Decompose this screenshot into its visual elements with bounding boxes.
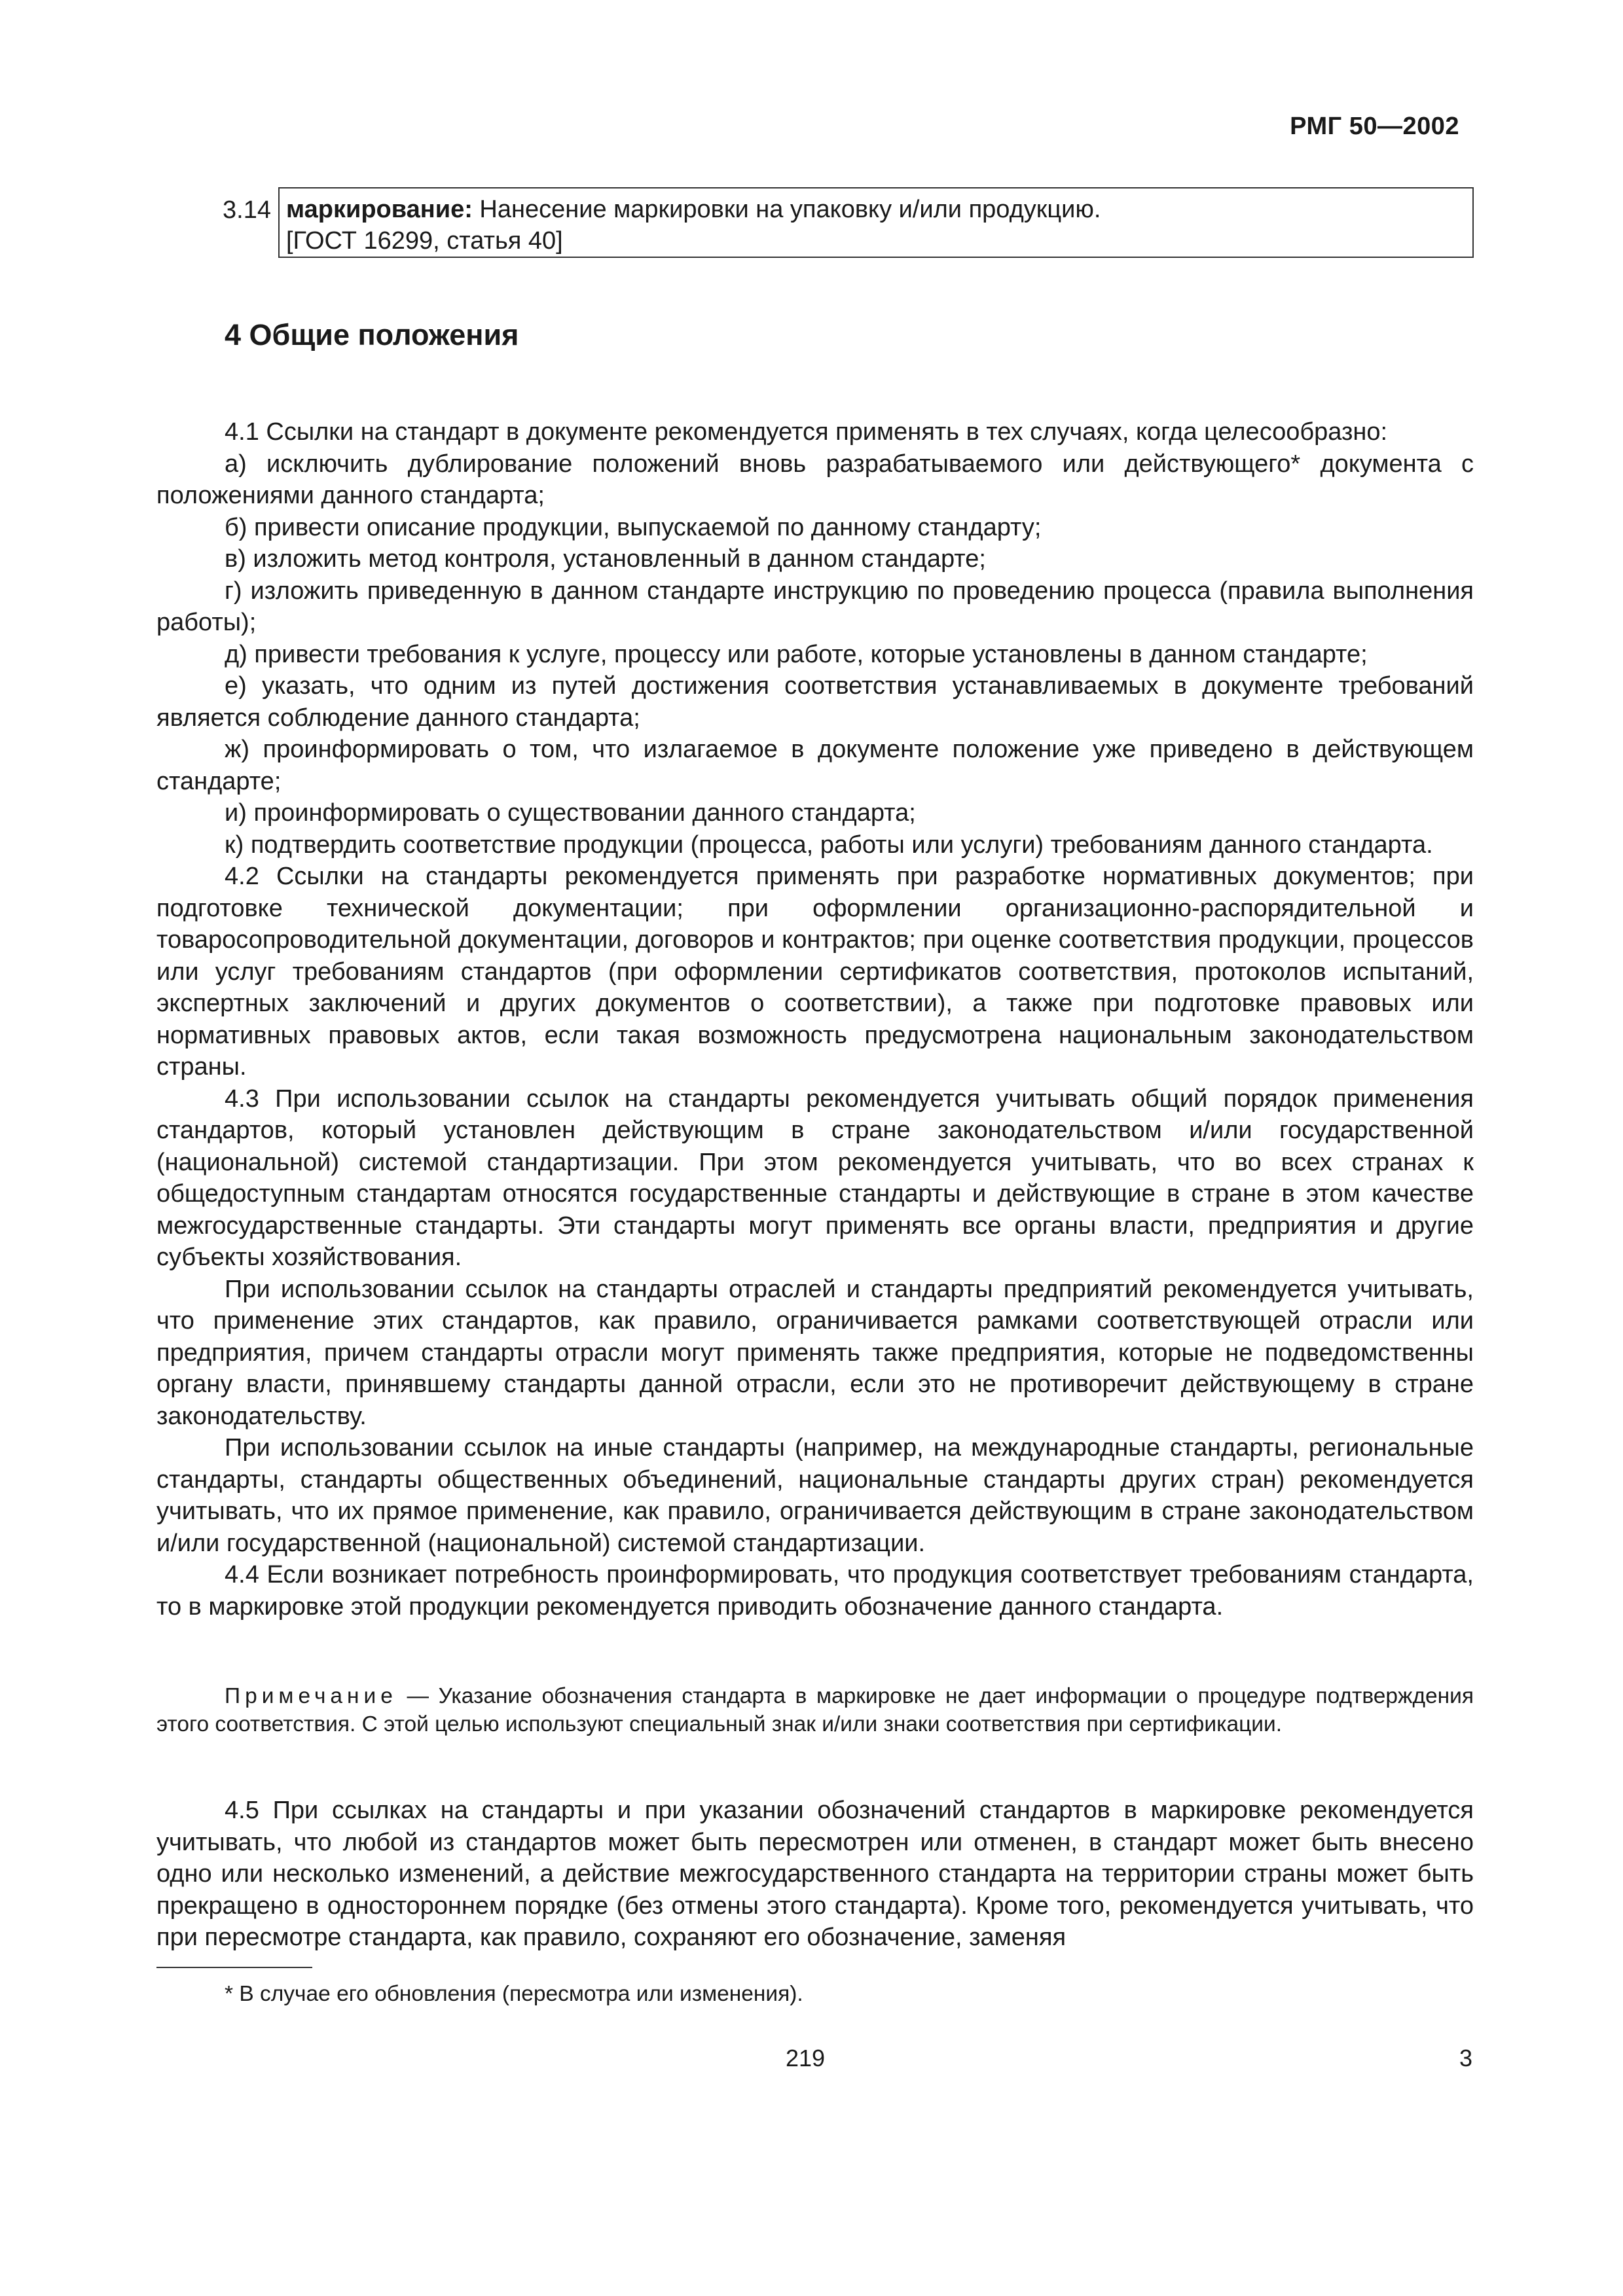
term-source: [ГОСТ 16299, статья 40]: [286, 227, 563, 255]
paragraph-4-3-other: При использовании ссылок на иные стандарты (например, на международные стандарты, региональные стандарты, стандарты общественных объединений, национальные стандарты других стран) рекомендуется учитывать, что их прямое применение, как правило, ограничивается действующим в стране законодательством и/или государственной (национальной) системой стандартизации.: [156, 1434, 1474, 1557]
term-definition-line: [286, 194, 1472, 225]
page-number-right: 3: [1459, 2045, 1472, 2072]
body-text-continued: [156, 1795, 1474, 1954]
body-text: [156, 416, 1474, 1623]
paragraph-4-1: 4.1 Ссылки на стандарт в документе рекомендуется применять в тех случаях, когда целесообразно:: [225, 418, 1388, 446]
list-item-b: б) привести описание продукции, выпускаемой по данному стандарту;: [225, 513, 1042, 541]
term-definition: Нанесение маркировки на упаковку и/или продукцию.: [472, 196, 1101, 223]
paragraph-4-2: 4.2 Ссылки на стандарты рекомендуется применять при разработке нормативных документов; при подготовке технической документации; при оформлении организационно-распорядительной и товаросопроводительной документации, договоров и контрактов; при оценке соответствия продукции, процессов или услуг требованиям стандартов (при оформлении сертификатов соответствия, протоколов испытаний, экспертных заключений и других документов о соответствии), а также при подготовке правовых или нормативных правовых актов, если такая возможность предусмотрена национальным законодательством страны.: [156, 863, 1474, 1081]
paragraph-4-3: 4.3 При использовании ссылок на стандарты рекомендуется учитывать общий порядок применения стандартов, который установлен действующим в стране законодательством и/или государственной (национальной) системой стандартизации. При этом рекомендуется учитывать, что во всех странах к общедоступным стандартам относятся государственные стандарты и действующие в стране в этом качестве межгосударственные стандарты. Эти стандарты могут применять все органы власти, предприятия и другие субъекты хозяйствования.: [156, 1085, 1474, 1271]
term-definition-box: [278, 187, 1474, 258]
list-item-i: и) проинформировать о существовании данного стандарта;: [225, 799, 916, 827]
footnote-divider: [156, 1967, 312, 1968]
list-item-v: в) изложить метод контроля, установленный в данном стандарте;: [225, 545, 986, 573]
note-label: Примечание: [225, 1684, 397, 1708]
document-code: РМГ 50—2002: [1290, 113, 1459, 140]
paragraph-4-3-industry: При использовании ссылок на стандарты отраслей и стандарты предприятий рекомендуется учитывать, что применение этих стандартов, как правило, ограничивается рамками соответствующей отрасли или предприятия, причем стандарты отрасли могут применять также предприятия, которые не подведомственны органу власти, принявшему стандарты данной отрасли, если это не противоречит действующему в стране законодательству.: [156, 1275, 1474, 1430]
section-title: 4 Общие положения: [225, 318, 519, 351]
list-item-d: д) привести требования к услуге, процессу или работе, которые установлены в данном стандарте;: [225, 640, 1368, 668]
note-text: — Указание обозначения стандарта в маркировке не дает информации о процедуре подтверждения этого соответствия. С этой целью используют специальный знак и/или знаки соответствия при сертификации.: [156, 1684, 1474, 1736]
list-item-a: а) исключить дублирование положений вновь разрабатываемого или действующего* документа с положениями данного стандарта;: [156, 450, 1474, 509]
list-item-g: г) изложить приведенную в данном стандарте инструкцию по проведению процесса (правила выполнения работы);: [156, 577, 1474, 636]
page-number-center: 219: [786, 2045, 826, 2072]
term-number: 3.14: [223, 196, 271, 224]
paragraph-4-4: 4.4 Если возникает потребность проинформировать, что продукция соответствует требованиям стандарта, то в маркировке этой продукции рекомендуется приводить обозначение данного стандарта.: [156, 1561, 1474, 1621]
list-item-k: к) подтвердить соответствие продукции (процесса, работы или услуги) требованиям данного стандарта.: [225, 831, 1433, 859]
note-paragraph: [156, 1682, 1474, 1738]
list-item-e: е) указать, что одним из путей достижения соответствия устанавливаемых в документе требований является соблюдение данного стандарта;: [156, 672, 1474, 732]
footnote: * В случае его обновления (пересмотра или изменения).: [225, 1982, 803, 2006]
term-word: маркирование:: [286, 196, 473, 223]
note: [156, 1682, 1474, 1738]
list-item-zh: ж) проинформировать о том, что излагаемое в документе положение уже приведено в действующем стандарте;: [156, 736, 1474, 795]
paragraph-4-5: 4.5 При ссылках на стандарты и при указании обозначений стандартов в маркировке рекомендуется учитывать, что любой из стандартов может быть пересмотрен или отменен, в стандарт может быть внесено одно или несколько изменений, а действие межгосударственного стандарта на территории страны может быть прекращено в одностороннем порядке (без отмены этого стандарта). Кроме того, рекомендуется учитывать, что при пересмотре стандарта, как правило, сохраняют его обозначение, заменяя: [156, 1797, 1474, 1951]
